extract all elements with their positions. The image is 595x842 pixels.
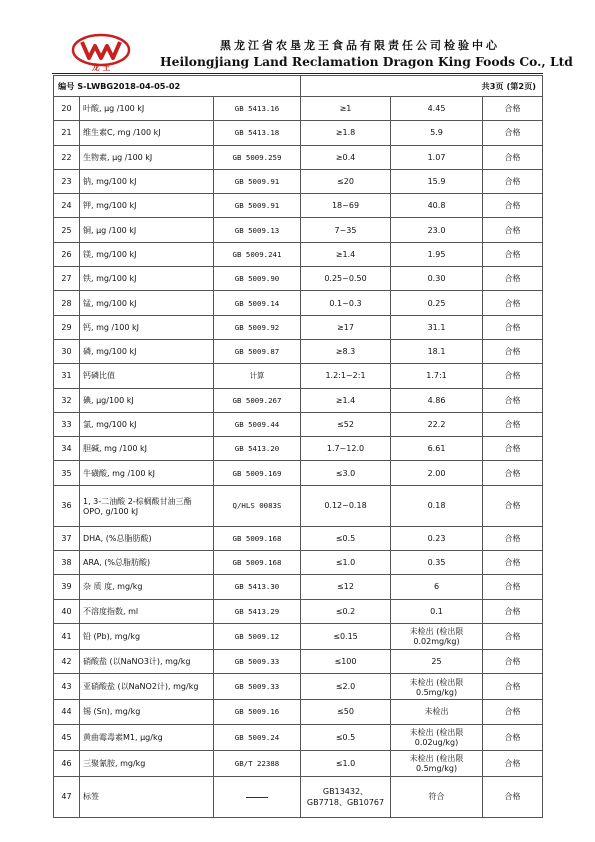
- test-method: GB 5009.24: [214, 724, 301, 750]
- conclusion: 合格: [483, 121, 543, 145]
- table-row: [54, 194, 543, 218]
- test-method: GB 5413.30: [214, 575, 301, 599]
- test-item: 维生素C, mg /100 kJ: [80, 121, 214, 145]
- row-number: 36: [54, 485, 80, 526]
- org-name-en: Heilongjiang Land Reclamation Dragon King Foods Co., Ltd: [160, 54, 573, 69]
- table-row: [54, 315, 543, 339]
- test-result: 25: [391, 649, 483, 673]
- test-item: 硝酸盐 (以NaNO3计), mg/kg: [80, 649, 214, 673]
- standard-requirement: 7~35: [301, 218, 391, 242]
- row-number: 47: [54, 776, 80, 817]
- conclusion: 合格: [483, 412, 543, 436]
- standard-requirement: 18~69: [301, 194, 391, 218]
- row-number: 37: [54, 526, 80, 550]
- standard-requirement: ≥0.4: [301, 145, 391, 169]
- test-result: 15.9: [391, 169, 483, 193]
- test-item: 锰, mg/100 kJ: [80, 291, 214, 315]
- standard-requirement: 1.2:1~2:1: [301, 364, 391, 388]
- table-row: [54, 267, 543, 291]
- row-number: 40: [54, 599, 80, 623]
- standard-requirement: ≤0.5: [301, 724, 391, 750]
- conclusion: 合格: [483, 485, 543, 526]
- test-item: 碘, μg/100 kJ: [80, 388, 214, 412]
- test-result: 6.61: [391, 437, 483, 461]
- test-method: GB 5413.18: [214, 121, 301, 145]
- standard-requirement: ≤0.2: [301, 599, 391, 623]
- test-method: GB 5009.168: [214, 551, 301, 575]
- table-row: [54, 526, 543, 550]
- table-row: [54, 364, 543, 388]
- standard-requirement: 1.7~12.0: [301, 437, 391, 461]
- table-row: [54, 599, 543, 623]
- test-method: GB 5009.91: [214, 194, 301, 218]
- test-result: 0.18: [391, 485, 483, 526]
- conclusion: 合格: [483, 145, 543, 169]
- conclusion: 合格: [483, 388, 543, 412]
- test-method: GB 5009.169: [214, 461, 301, 485]
- standard-requirement: ≤12: [301, 575, 391, 599]
- conclusion: 合格: [483, 291, 543, 315]
- row-number: 32: [54, 388, 80, 412]
- test-result: 符合: [391, 776, 483, 817]
- test-method: GB 5009.16: [214, 700, 301, 724]
- table-row: [54, 724, 543, 750]
- standard-requirement: ≥1: [301, 97, 391, 121]
- standard-requirement: GB13432、GB7718、GB10767: [301, 776, 391, 817]
- test-item: 叶酸, μg /100 kJ: [80, 97, 214, 121]
- table-row: [54, 700, 543, 724]
- test-result: 未检出 (检出限 0.5mg/kg): [391, 674, 483, 700]
- row-number: 27: [54, 267, 80, 291]
- table-row: [54, 121, 543, 145]
- table-row: [54, 485, 543, 526]
- table-row: [54, 623, 543, 649]
- table-row: [54, 145, 543, 169]
- test-method: GB 5009.12: [214, 623, 301, 649]
- logo-text: 龙 王: [91, 63, 111, 72]
- page-indicator: 共3页 (第2页): [301, 76, 543, 97]
- table-row: [54, 169, 543, 193]
- standard-requirement: ≤52: [301, 412, 391, 436]
- test-item: 胆碱, mg /100 kJ: [80, 437, 214, 461]
- test-result: 2.00: [391, 461, 483, 485]
- test-result: 1.7:1: [391, 364, 483, 388]
- test-method: GB 5009.92: [214, 315, 301, 339]
- test-item: 钠, mg/100 kJ: [80, 169, 214, 193]
- table-row: [54, 674, 543, 700]
- conclusion: 合格: [483, 339, 543, 363]
- conclusion: 合格: [483, 364, 543, 388]
- test-result: 0.30: [391, 267, 483, 291]
- conclusion: 合格: [483, 750, 543, 776]
- row-number: 34: [54, 437, 80, 461]
- conclusion: 合格: [483, 776, 543, 817]
- report-meta-row: [54, 76, 543, 97]
- test-method: GB 5009.241: [214, 242, 301, 266]
- test-method: Q/HLS 0083S: [214, 485, 301, 526]
- test-item: 牛磺酸, mg /100 kJ: [80, 461, 214, 485]
- standard-requirement: 0.25~0.50: [301, 267, 391, 291]
- test-result: 5.9: [391, 121, 483, 145]
- test-item: 钾, mg/100 kJ: [80, 194, 214, 218]
- conclusion: 合格: [483, 461, 543, 485]
- test-method: GB 5009.90: [214, 267, 301, 291]
- row-number: 20: [54, 97, 80, 121]
- test-item: 氯, mg/100 kJ: [80, 412, 214, 436]
- test-result: 23.0: [391, 218, 483, 242]
- test-result: 0.25: [391, 291, 483, 315]
- conclusion: 合格: [483, 599, 543, 623]
- conclusion: 合格: [483, 674, 543, 700]
- table-row: [54, 461, 543, 485]
- test-result: 22.2: [391, 412, 483, 436]
- row-number: 35: [54, 461, 80, 485]
- test-result: 18.1: [391, 339, 483, 363]
- test-result: 未检出 (检出限 0.02mg/kg): [391, 623, 483, 649]
- test-result: 未检出 (检出限 0.02ug/kg): [391, 724, 483, 750]
- test-item: 生物素, μg /100 kJ: [80, 145, 214, 169]
- test-method: GB 5413.20: [214, 437, 301, 461]
- row-number: 28: [54, 291, 80, 315]
- test-result: 4.86: [391, 388, 483, 412]
- test-result: 4.45: [391, 97, 483, 121]
- test-item: 三聚氰胺, mg/kg: [80, 750, 214, 776]
- inspection-results-table: [53, 75, 543, 818]
- test-item: 铁, mg/100 kJ: [80, 267, 214, 291]
- row-number: 39: [54, 575, 80, 599]
- test-method: GB 5009.259: [214, 145, 301, 169]
- test-result: 40.8: [391, 194, 483, 218]
- standard-requirement: ≤0.5: [301, 526, 391, 550]
- standard-requirement: ≥17: [301, 315, 391, 339]
- dash-mark: [246, 797, 268, 798]
- row-number: 46: [54, 750, 80, 776]
- conclusion: 合格: [483, 97, 543, 121]
- test-item: 亚硝酸盐 (以NaNO2计), mg/kg: [80, 674, 214, 700]
- standard-requirement: ≥1.4: [301, 388, 391, 412]
- test-item: 杂 质 度, mg/kg: [80, 575, 214, 599]
- test-item: 铅 (Pb), mg/kg: [80, 623, 214, 649]
- conclusion: 合格: [483, 315, 543, 339]
- row-number: 29: [54, 315, 80, 339]
- test-result: 0.35: [391, 551, 483, 575]
- conclusion: 合格: [483, 724, 543, 750]
- test-method: GB 5009.168: [214, 526, 301, 550]
- table-row: [54, 242, 543, 266]
- test-method: [214, 776, 301, 817]
- test-item: 不溶度指数, ml: [80, 599, 214, 623]
- row-number: 41: [54, 623, 80, 649]
- standard-requirement: ≤0.15: [301, 623, 391, 649]
- header-rule: [52, 73, 543, 74]
- row-number: 38: [54, 551, 80, 575]
- test-item: 锡 (Sn), mg/kg: [80, 700, 214, 724]
- test-result: 1.07: [391, 145, 483, 169]
- standard-requirement: ≤1.0: [301, 750, 391, 776]
- test-method: GB 5009.87: [214, 339, 301, 363]
- conclusion: 合格: [483, 623, 543, 649]
- report-number: 编号 S-LWBG2018-04-05-02: [54, 76, 301, 97]
- test-item: 1, 3-二油酸 2-棕榈酸甘油三酯 OPO, g/100 kJ: [80, 485, 214, 526]
- test-method: GB 5413.16: [214, 97, 301, 121]
- table-row: [54, 291, 543, 315]
- test-method: GB 5009.44: [214, 412, 301, 436]
- row-number: 25: [54, 218, 80, 242]
- table-row: [54, 218, 543, 242]
- table-row: [54, 575, 543, 599]
- row-number: 45: [54, 724, 80, 750]
- test-item: 铜, μg /100 kJ: [80, 218, 214, 242]
- test-method: GB 5009.91: [214, 169, 301, 193]
- conclusion: 合格: [483, 267, 543, 291]
- test-item: DHA, (%总脂肪酸): [80, 526, 214, 550]
- standard-requirement: 0.1~0.3: [301, 291, 391, 315]
- test-method: GB 5009.267: [214, 388, 301, 412]
- table-row: [54, 97, 543, 121]
- row-number: 31: [54, 364, 80, 388]
- dragon-king-logo: [70, 32, 132, 72]
- test-item: 磷, mg/100 kJ: [80, 339, 214, 363]
- row-number: 44: [54, 700, 80, 724]
- test-item: ARA, (%总脂肪酸): [80, 551, 214, 575]
- standard-requirement: 0.12~0.18: [301, 485, 391, 526]
- test-item: 镁, mg/100 kJ: [80, 242, 214, 266]
- conclusion: 合格: [483, 575, 543, 599]
- standard-requirement: ≥8.3: [301, 339, 391, 363]
- conclusion: 合格: [483, 437, 543, 461]
- test-result: 1.95: [391, 242, 483, 266]
- table-row: [54, 388, 543, 412]
- conclusion: 合格: [483, 551, 543, 575]
- standard-requirement: ≤20: [301, 169, 391, 193]
- standard-requirement: ≤2.0: [301, 674, 391, 700]
- test-method: GB 5009.33: [214, 649, 301, 673]
- test-method: GB 5413.29: [214, 599, 301, 623]
- test-result: 未检出: [391, 700, 483, 724]
- standard-requirement: ≤3.0: [301, 461, 391, 485]
- test-result: 0.23: [391, 526, 483, 550]
- test-result: 31.1: [391, 315, 483, 339]
- test-method: GB 5009.33: [214, 674, 301, 700]
- table-row: [54, 551, 543, 575]
- conclusion: 合格: [483, 649, 543, 673]
- row-number: 21: [54, 121, 80, 145]
- table-row: [54, 750, 543, 776]
- standard-requirement: ≤50: [301, 700, 391, 724]
- conclusion: 合格: [483, 700, 543, 724]
- report-header: [60, 30, 573, 78]
- row-number: 26: [54, 242, 80, 266]
- org-name-zh: 黑龙江省农垦龙王食品有限责任公司检验中心: [220, 39, 500, 52]
- row-number: 33: [54, 412, 80, 436]
- standard-requirement: ≥1.4: [301, 242, 391, 266]
- standard-requirement: ≤100: [301, 649, 391, 673]
- row-number: 23: [54, 169, 80, 193]
- standard-requirement: ≤1.0: [301, 551, 391, 575]
- test-item: 标签: [80, 776, 214, 817]
- row-number: 24: [54, 194, 80, 218]
- table-row: [54, 339, 543, 363]
- table-row: [54, 437, 543, 461]
- conclusion: 合格: [483, 526, 543, 550]
- test-method: GB/T 22388: [214, 750, 301, 776]
- table-row: [54, 649, 543, 673]
- test-method: GB 5009.13: [214, 218, 301, 242]
- conclusion: 合格: [483, 169, 543, 193]
- test-result: 6: [391, 575, 483, 599]
- conclusion: 合格: [483, 218, 543, 242]
- table-row: [54, 776, 543, 817]
- test-item: 黄曲霉毒素M1, μg/kg: [80, 724, 214, 750]
- row-number: 43: [54, 674, 80, 700]
- conclusion: 合格: [483, 194, 543, 218]
- test-item: 钙磷比值: [80, 364, 214, 388]
- test-method: GB 5009.14: [214, 291, 301, 315]
- row-number: 30: [54, 339, 80, 363]
- row-number: 22: [54, 145, 80, 169]
- row-number: 42: [54, 649, 80, 673]
- conclusion: 合格: [483, 242, 543, 266]
- test-result: 未检出 (检出限 0.5mg/kg): [391, 750, 483, 776]
- test-item: 钙, mg /100 kJ: [80, 315, 214, 339]
- table-row: [54, 412, 543, 436]
- test-method: 计算: [214, 364, 301, 388]
- standard-requirement: ≥1.8: [301, 121, 391, 145]
- test-result: 0.1: [391, 599, 483, 623]
